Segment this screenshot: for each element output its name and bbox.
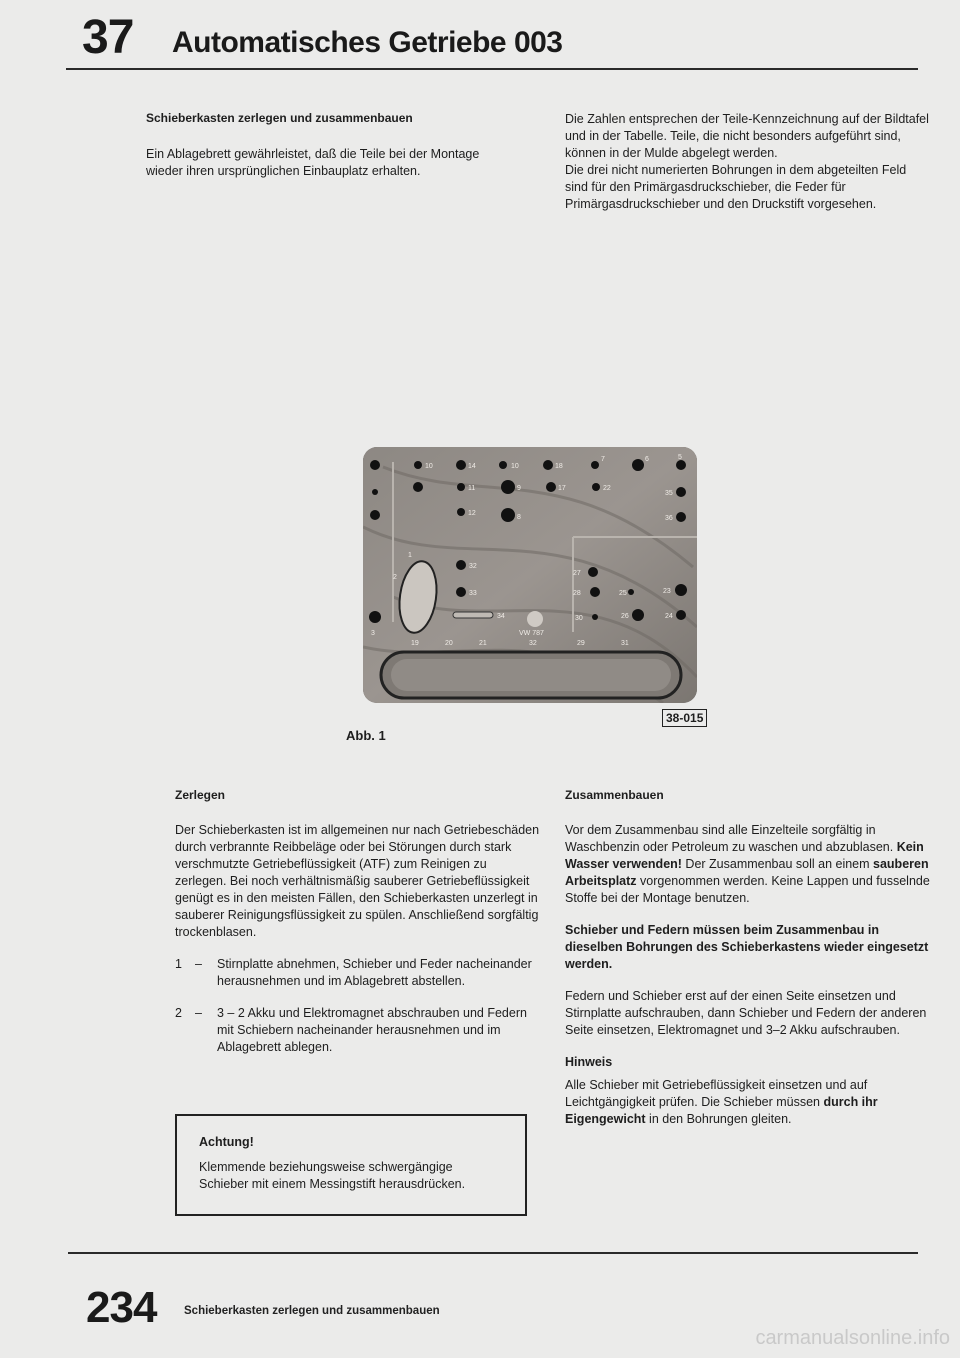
hole-label: 19 xyxy=(411,640,419,647)
hole-label: 26 xyxy=(621,613,629,620)
assembly-heading: Zusammenbauen xyxy=(565,788,664,802)
notice-box xyxy=(175,1114,527,1216)
hole-label: 7 xyxy=(601,456,605,463)
note-heading: Hinweis xyxy=(565,1055,613,1069)
note-paragraph xyxy=(565,1077,930,1128)
intro-right-paragraph-1: Die Zahlen entsprechen der Teile-Kennzeichnung auf der Bildtafel und in der Tabelle. Teile, die nicht besonders aufgeführt sind, können in der Mulde abgelegt werden. xyxy=(565,112,929,160)
assembly-paragraph-1 xyxy=(565,822,930,907)
no-water-warning: Kein Wasser verwenden! xyxy=(565,840,924,871)
step-number: 2 xyxy=(175,1006,182,1020)
note-text: in den Bohrungen gleiten. xyxy=(645,1112,792,1126)
disassembly-heading: Zerlegen xyxy=(175,788,226,802)
hole-label: 32 xyxy=(529,640,537,647)
hole-label: 28 xyxy=(573,590,581,597)
hole-label: 10 xyxy=(511,463,519,470)
step-item xyxy=(175,1005,540,1056)
hole-label: 32 xyxy=(469,563,477,570)
intro-left-column xyxy=(146,110,516,180)
page-number: 234 xyxy=(86,1283,157,1332)
hole-label: 24 xyxy=(665,613,673,620)
hole-label: 1 xyxy=(408,552,412,559)
watermark: carmanualsonline.info xyxy=(755,1327,950,1349)
figure-code: 38-015 xyxy=(662,709,707,727)
clean-workplace-emphasis: sauberen Arbeitsplatz xyxy=(565,857,929,888)
hole-label: 27 xyxy=(573,570,581,577)
hole-label: 33 xyxy=(469,590,477,597)
hole-label: 18 xyxy=(555,463,563,470)
figure-caption: Abb. 1 xyxy=(346,728,386,743)
hole-label: 20 xyxy=(445,640,453,647)
hole-label: 5 xyxy=(678,454,682,461)
step-text: 3 – 2 Akku und Elektromagnet abschrauben und Federn mit Schiebern nacheinander herausnehmen und im Ablagebrett ablegen. xyxy=(217,1006,527,1054)
notice-text: Klemmende beziehungsweise schwergängige Schieber mit einem Messingstift herausdrücken. xyxy=(199,1160,466,1191)
hole-label: 36 xyxy=(665,515,673,522)
board-label: VW 787 xyxy=(519,630,544,637)
step-item xyxy=(175,956,540,990)
disassembly-column xyxy=(175,787,540,1071)
step-number: 1 xyxy=(175,957,182,971)
intro-right-paragraph-2: Die drei nicht numerierten Bohrungen in dem abgeteilten Feld sind für den Primärgasdruckschieber, die Feder für Primärgasdruckschieber und den Druckstift vorgesehen. xyxy=(565,163,907,211)
assembly-text: Vor dem Zusammenbau sind alle Einzelteile sorgfältig in Waschbenzin oder Petroleum zu waschen und abzublasen. xyxy=(565,823,897,854)
hole-label: 30 xyxy=(575,615,583,622)
intro-left-paragraph: Ein Ablagebrett gewährleistet, daß die Teile bei der Montage wieder ihren ursprünglichen Einbauplatz erhalten. xyxy=(146,147,480,178)
hole-label: 22 xyxy=(603,485,611,492)
hole-label: 17 xyxy=(558,485,566,492)
hole-label: 23 xyxy=(663,588,671,595)
assembly-paragraph-3: Federn und Schieber erst auf der einen Seite einsetzen und Stirnplatte aufschrauben, dann Schieber und Federn der anderen Seite einsetzen, Elektromagnet und 3–2 Akku aufschrauben. xyxy=(565,989,927,1037)
assembly-text: Der Zusammenbau soll an einem xyxy=(681,857,874,871)
note-text: Alle Schieber mit Getriebeflüssigkeit einsetzen und auf Leichtgängigkeit prüfen. Die Schieber müssen xyxy=(565,1078,868,1109)
hole-label: 35 xyxy=(665,490,673,497)
hole-label: 8 xyxy=(517,514,521,521)
footer-rule xyxy=(68,1252,918,1254)
step-dash: – xyxy=(195,1006,202,1020)
step-text: Stirnplatte abnehmen, Schieber und Feder nacheinander herausnehmen und im Ablagebrett abstellen. xyxy=(217,957,532,988)
hole-label: 25 xyxy=(619,590,627,597)
hole-label: 34 xyxy=(497,613,505,620)
assembly-text: vorgenommen werden. Keine Lappen und fusselnde Stoffe bei der Montage benutzen. xyxy=(565,874,930,905)
header-rule xyxy=(66,68,918,70)
intro-heading: Schieberkasten zerlegen und zusammenbauen xyxy=(146,111,413,125)
hole-label: 21 xyxy=(479,640,487,647)
hole-label: 14 xyxy=(468,463,476,470)
hole-label: 6 xyxy=(645,456,649,463)
step-dash: – xyxy=(195,957,202,971)
hole-label: 10 xyxy=(425,463,433,470)
hole-label: 3 xyxy=(371,630,375,637)
disassembly-paragraph: Der Schieberkasten ist im allgemeinen nur nach Getriebeschäden durch verbrannte Reibbeläge oder bei Störungen durch stark verschmutzte Getriebeflüssigkeit (ATF) zum Reinigen zu zerlegen. Bei noch verhältnismäßig sauberer Getriebeflüssigkeit genügt es in den meisten Fällen, den Schieberkasten unzerlegt in sauberer Reinigungsflüssigkeit zu spülen. Anschließend sorgfältig trockenblasen. xyxy=(175,823,540,939)
hole-label: 31 xyxy=(621,640,629,647)
hole-label: 9 xyxy=(517,485,521,492)
assembly-column xyxy=(565,787,930,1128)
sorting-board-illustration xyxy=(363,447,697,703)
hole-label: 29 xyxy=(577,640,585,647)
hole-label: 12 xyxy=(468,510,476,517)
note-emphasis: durch ihr Eigengewicht xyxy=(565,1095,878,1126)
sorting-board-photo xyxy=(363,447,697,703)
page-title: Automatisches Getriebe 003 xyxy=(172,26,563,59)
hole-label: 2 xyxy=(393,574,397,581)
section-number: 37 xyxy=(82,11,134,64)
assembly-paragraph-2: Schieber und Federn müssen beim Zusammenbau in dieselben Bohrungen des Schieberkastens wieder eingesetzt werden. xyxy=(565,923,929,971)
hole-label: 11 xyxy=(468,485,476,492)
notice-title: Achtung! xyxy=(199,1135,254,1149)
footer-title: Schieberkasten zerlegen und zusammenbauen xyxy=(184,1305,440,1317)
intro-right-column xyxy=(565,111,930,213)
